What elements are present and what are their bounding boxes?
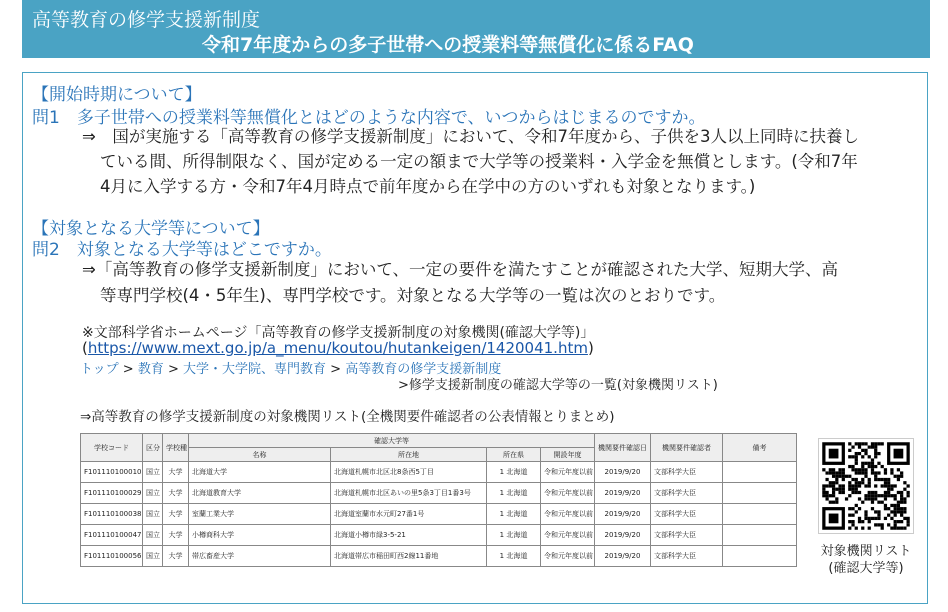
- cell-confirmer: 文部科学大臣: [651, 504, 723, 525]
- cell-code: F101110100010: [81, 462, 143, 483]
- answer-1-line1: ⇒ 国が実施する「高等教育の修学支援新制度」において、令和7年度から、子供を3人以上同時に扶養し: [82, 127, 859, 146]
- cell-type: 大学: [163, 483, 189, 504]
- question-1: 問1 多子世帯への授業料等無償化とはどのような内容で、いつからはじまるのですか。: [32, 108, 706, 128]
- cell-confirmer: 文部科学大臣: [651, 525, 723, 546]
- cell-year: 令和元年度以前: [541, 546, 595, 567]
- section-heading-start: 【開始時期について】: [32, 85, 202, 105]
- breadcrumb-tail: >修学支援新制度の確認大学等の一覧(対象機関リスト): [398, 378, 718, 393]
- cell-name: 帯広畜産大学: [189, 546, 331, 567]
- url-paren-close: ): [587, 339, 594, 357]
- cell-type: 大学: [163, 546, 189, 567]
- cell-confirm-date: 2019/9/20: [595, 483, 651, 504]
- cell-category: 国立: [143, 462, 163, 483]
- header-cell: 機関要件確認者: [651, 434, 723, 462]
- breadcrumb-item-university[interactable]: 大学・大学院、専門教育: [183, 362, 327, 377]
- cell-name: 小樽商科大学: [189, 525, 331, 546]
- cell-year: 令和元年度以前: [541, 525, 595, 546]
- cell-confirm-date: 2019/9/20: [595, 546, 651, 567]
- qr-caption-line1: 対象機関リスト: [820, 544, 912, 559]
- breadcrumb-sep: >: [330, 362, 342, 377]
- breadcrumb-sep: >: [122, 362, 134, 377]
- mext-url-link[interactable]: https://www.mext.go.jp/a_menu/koutou/hutankeigen/1420041.htm: [87, 339, 588, 357]
- cell-prefecture: 1 北海道: [487, 483, 541, 504]
- cell-confirm-date: 2019/9/20: [595, 525, 651, 546]
- section-heading-target: 【対象となる大学等について】: [32, 219, 270, 239]
- cell-remarks: [723, 525, 797, 546]
- breadcrumb-item-top[interactable]: トップ: [80, 362, 119, 377]
- cell-prefecture: 1 北海道: [487, 546, 541, 567]
- cell-address: 北海道札幌市北区あいの里5条3丁目1番3号: [331, 483, 487, 504]
- qr-caption: [808, 543, 924, 577]
- cell-category: 国立: [143, 525, 163, 546]
- header-cell: 名称: [189, 448, 331, 462]
- banner-title-line1: 高等教育の修学支援新制度: [32, 9, 261, 31]
- cell-address: 北海道室蘭市水元町27番1号: [331, 504, 487, 525]
- cell-remarks: [723, 483, 797, 504]
- cell-code: F101110100047: [81, 525, 143, 546]
- table-row: [81, 462, 797, 483]
- qr-caption-line2: (確認大学等): [828, 561, 904, 576]
- cell-address: 北海道小樽市緑3-5-21: [331, 525, 487, 546]
- cell-remarks: [723, 504, 797, 525]
- cell-confirmer: 文部科学大臣: [651, 546, 723, 567]
- answer-2-line2: 等専門学校(4・5年生)、専門学校です。対象となる大学等の一覧は次のとおりです。: [100, 286, 726, 305]
- header-cell: 備考: [723, 434, 797, 462]
- mext-note: ※文部科学省ホームページ「高等教育の修学支援新制度の対象機関(確認大学等)」: [82, 325, 595, 341]
- list-title: ⇒高等教育の修学支援新制度の対象機関リスト(全機関要件確認者の公表情報とりまとめ): [80, 409, 615, 425]
- cell-confirm-date: 2019/9/20: [595, 504, 651, 525]
- question-2: 問2 対象となる大学等はどこですか。: [32, 240, 332, 260]
- answer-1-line3: 4月に入学する方・令和7年4月時点で前年度から在学中の方のいずれも対象となります。): [100, 177, 756, 196]
- cell-remarks: [723, 546, 797, 567]
- title-banner: [22, 0, 930, 58]
- cell-prefecture: 1 北海道: [487, 525, 541, 546]
- cell-prefecture: 1 北海道: [487, 462, 541, 483]
- mext-url-line: [82, 339, 594, 357]
- cell-address: 北海道帯広市稲田町西2線11番地: [331, 546, 487, 567]
- cell-confirm-date: 2019/9/20: [595, 462, 651, 483]
- cell-remarks: [723, 462, 797, 483]
- cell-confirmer: 文部科学大臣: [651, 462, 723, 483]
- answer-2-line1: ⇒「高等教育の修学支援新制度」において、一定の要件を満たすことが確認された大学、短期大学、高: [82, 260, 838, 279]
- cell-type: 大学: [163, 462, 189, 483]
- table-row: [81, 483, 797, 504]
- qr-code-icon[interactable]: [818, 438, 914, 534]
- cell-code: F101110100029: [81, 483, 143, 504]
- institution-table: [80, 433, 797, 567]
- cell-name: 北海道大学: [189, 462, 331, 483]
- table-row: [81, 525, 797, 546]
- cell-category: 国立: [143, 546, 163, 567]
- cell-type: 大学: [163, 525, 189, 546]
- cell-category: 国立: [143, 504, 163, 525]
- group-header-cell: 確認大学等: [189, 434, 595, 448]
- answer-1-line2: ている間、所得制限なく、国が定める一定の額まで大学等の授業料・入学金を無償とします。(令和7年: [100, 152, 858, 171]
- cell-prefecture: 1 北海道: [487, 504, 541, 525]
- header-cell: 機関要件確認日: [595, 434, 651, 462]
- cell-name: 室蘭工業大学: [189, 504, 331, 525]
- cell-code: F101110100038: [81, 504, 143, 525]
- banner-title-line2: 令和7年度からの多子世帯への授業料等無償化に係るFAQ: [202, 34, 694, 56]
- table-group-header-row: [81, 434, 797, 448]
- cell-code: F101110100056: [81, 546, 143, 567]
- cell-type: 大学: [163, 504, 189, 525]
- cell-confirmer: 文部科学大臣: [651, 483, 723, 504]
- header-cell: 学校コード: [81, 434, 143, 462]
- header-cell: 開設年度: [541, 448, 595, 462]
- cell-year: 令和元年度以前: [541, 462, 595, 483]
- breadcrumb-item-support[interactable]: 高等教育の修学支援新制度: [345, 362, 502, 377]
- table-row: [81, 504, 797, 525]
- cell-year: 令和元年度以前: [541, 504, 595, 525]
- breadcrumb-sep: >: [167, 362, 179, 377]
- breadcrumb-item-education[interactable]: 教育: [137, 362, 164, 377]
- header-cell: 所在地: [331, 448, 487, 462]
- url-paren-open: (: [82, 339, 88, 357]
- header-cell: 区分: [143, 434, 163, 462]
- header-cell: 所在県: [487, 448, 541, 462]
- cell-year: 令和元年度以前: [541, 483, 595, 504]
- cell-address: 北海道札幌市北区北8条西5丁目: [331, 462, 487, 483]
- cell-category: 国立: [143, 483, 163, 504]
- cell-name: 北海道教育大学: [189, 483, 331, 504]
- table-row: [81, 546, 797, 567]
- header-cell: 学校種: [163, 434, 189, 462]
